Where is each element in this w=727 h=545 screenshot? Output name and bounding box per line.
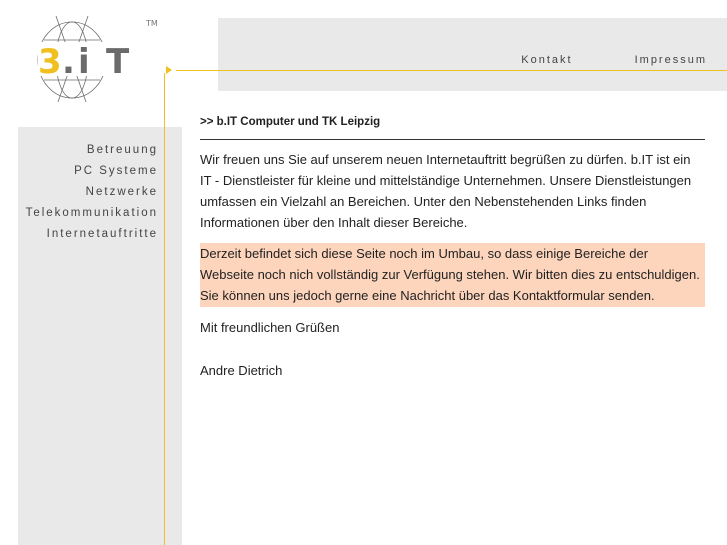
sidebar-item-netzwerke[interactable]: Netzwerke [85, 186, 158, 198]
signature-text: Andre Dietrich [200, 363, 283, 378]
page-title: >> b.IT Computer und TK Leipzig [200, 112, 705, 140]
svg-text:i: i [78, 42, 90, 82]
accent-line-vertical [164, 73, 165, 545]
sidebar-nav [0, 140, 158, 245]
bit-logo [26, 10, 176, 108]
nav-link-kontakt[interactable]: Kontakt [521, 54, 573, 66]
svg-text:T: T [106, 42, 130, 82]
main-content [200, 112, 705, 391]
greeting-text: Mit freundlichen Grüßen [200, 320, 340, 335]
construction-notice: Derzeit befindet sich diese Seite noch im Umbau, so dass einige Bereiche der Webseite noch nich vollständig zur Verfügung stehen. Wir bitten dies zu entschuldigen. Sie können uns jedoch gerne eine Nachricht über das Kontaktformular senden. [200, 243, 705, 307]
accent-line-horizontal [176, 70, 727, 71]
trademark-mark: TM [146, 19, 158, 28]
accent-arrow-icon [166, 66, 172, 74]
sidebar-item-betreuung[interactable]: Betreuung [86, 144, 158, 156]
sidebar-item-internetauftritte[interactable]: Internetauftritte [46, 228, 158, 240]
sidebar-item-pc-systeme[interactable]: PC Systeme [74, 165, 158, 177]
top-nav [521, 54, 707, 66]
nav-link-impressum[interactable]: Impressum [634, 54, 707, 66]
sidebar-item-telekommunikation[interactable]: Telekommunikation [25, 207, 158, 219]
intro-paragraph: Wir freuen uns Sie auf unserem neuen Internetauftritt begrüßen zu dürfen. b.IT ist ein IT - Dienstleister für kleine und mittelständige Unternehmen. Unsere Dienstleistungen umfassen ein Vielzahl an Bereichen. Unter den Nebenstehenden Links finden Informationen über den Inhalt dieser Bereiche. [200, 152, 692, 230]
svg-text:.: . [62, 42, 75, 82]
svg-text:3: 3 [38, 42, 62, 82]
